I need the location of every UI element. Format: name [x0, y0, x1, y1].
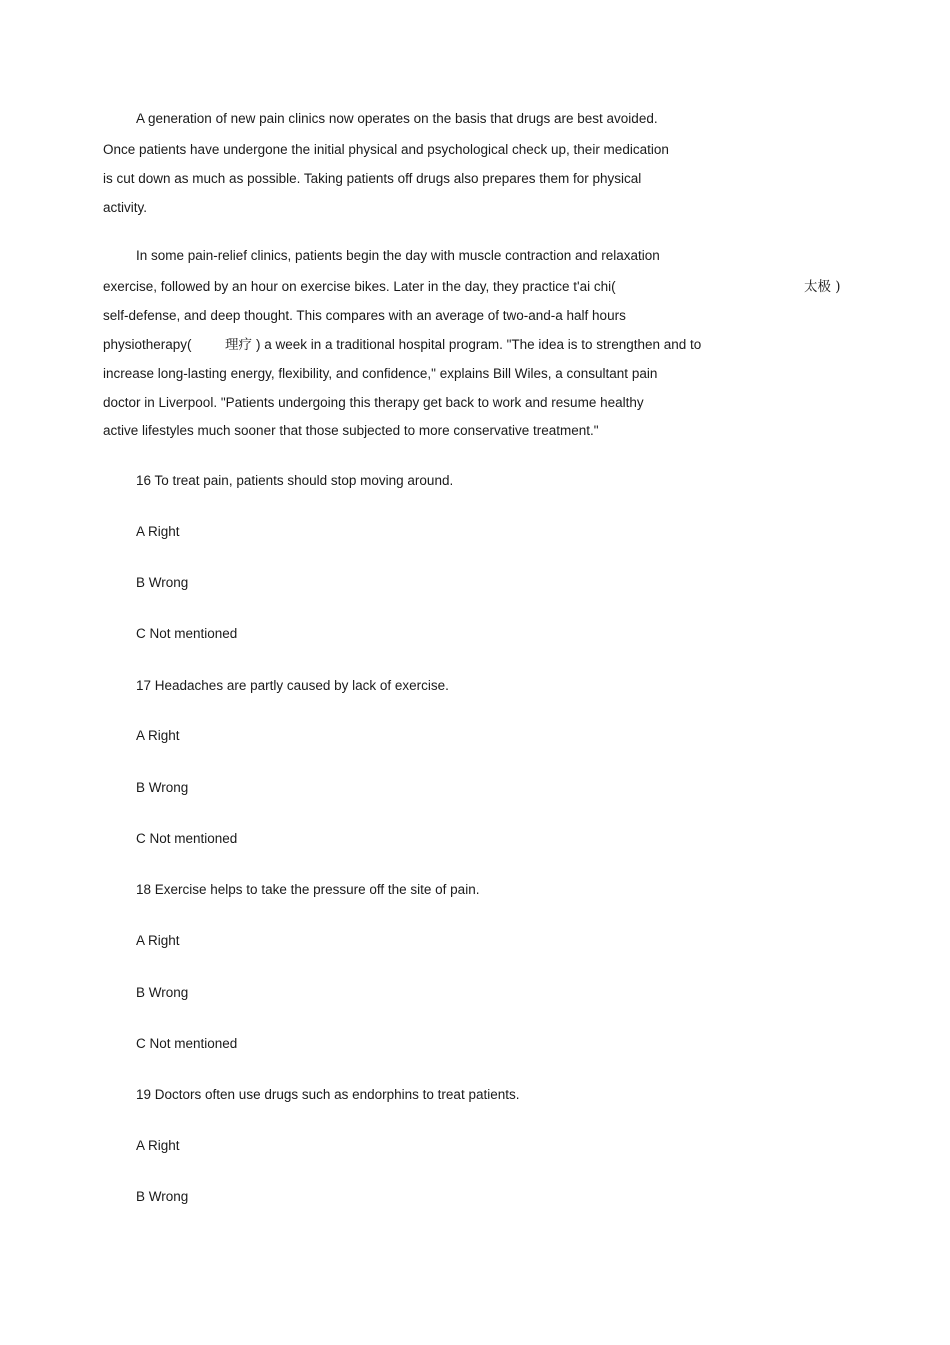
paragraph-1-line-3: is cut down as much as possible. Taking patients off drugs also prepares them for physical: [103, 171, 642, 186]
question-16-stem: 16 To treat pain, patients should stop moving around.: [136, 473, 454, 488]
paragraph-1-line-4: activity.: [103, 200, 148, 215]
question-18-option-a: A Right: [136, 933, 180, 948]
paragraph-2-line-3: self-defense, and deep thought. This compares with an average of two-and-a half hours: [103, 308, 626, 323]
physiotherapy-gloss: 理疗: [225, 337, 252, 353]
question-17-option-b: B Wrong: [136, 780, 189, 795]
question-16-option-c: C Not mentioned: [136, 626, 238, 641]
paragraph-2-line-4b: ) a week in a traditional hospital program. "The idea is to strengthen and to: [256, 337, 702, 352]
question-17-option-a: A Right: [136, 728, 180, 743]
question-19-option-a: A Right: [136, 1138, 180, 1153]
paragraph-2-line-2: exercise, followed by an hour on exercise bikes. Later in the day, they practice t'ai chi(: [103, 279, 616, 294]
paragraph-1-line-2: Once patients have undergone the initial physical and psychological check up, their medication: [103, 142, 669, 157]
question-19-stem: 19 Doctors often use drugs such as endorphins to treat patients.: [136, 1087, 520, 1102]
paragraph-2-line-4a: physiotherapy(: [103, 337, 192, 352]
question-18-option-c: C Not mentioned: [136, 1036, 238, 1051]
question-18-stem: 18 Exercise helps to take the pressure off the site of pain.: [136, 882, 480, 897]
question-16-option-a: A Right: [136, 524, 180, 539]
taiji-gloss: 太极 ): [804, 279, 841, 295]
paragraph-2-line-5: increase long-lasting energy, flexibility, and confidence," explains Bill Wiles, a consultant pain: [103, 366, 658, 381]
paragraph-1-line-1: A generation of new pain clinics now operates on the basis that drugs are best avoided.: [136, 111, 658, 126]
question-19-option-b: B Wrong: [136, 1189, 189, 1204]
question-18-option-b: B Wrong: [136, 985, 189, 1000]
paragraph-2-line-1: In some pain-relief clinics, patients begin the day with muscle contraction and relaxation: [136, 248, 660, 263]
question-17-option-c: C Not mentioned: [136, 831, 238, 846]
question-16-option-b: B Wrong: [136, 575, 189, 590]
question-17-stem: 17 Headaches are partly caused by lack of exercise.: [136, 678, 449, 693]
paragraph-2-line-6: doctor in Liverpool. "Patients undergoing this therapy get back to work and resume healthy: [103, 395, 644, 410]
paragraph-2-line-7: active lifestyles much sooner that those subjected to more conservative treatment.": [103, 423, 599, 438]
